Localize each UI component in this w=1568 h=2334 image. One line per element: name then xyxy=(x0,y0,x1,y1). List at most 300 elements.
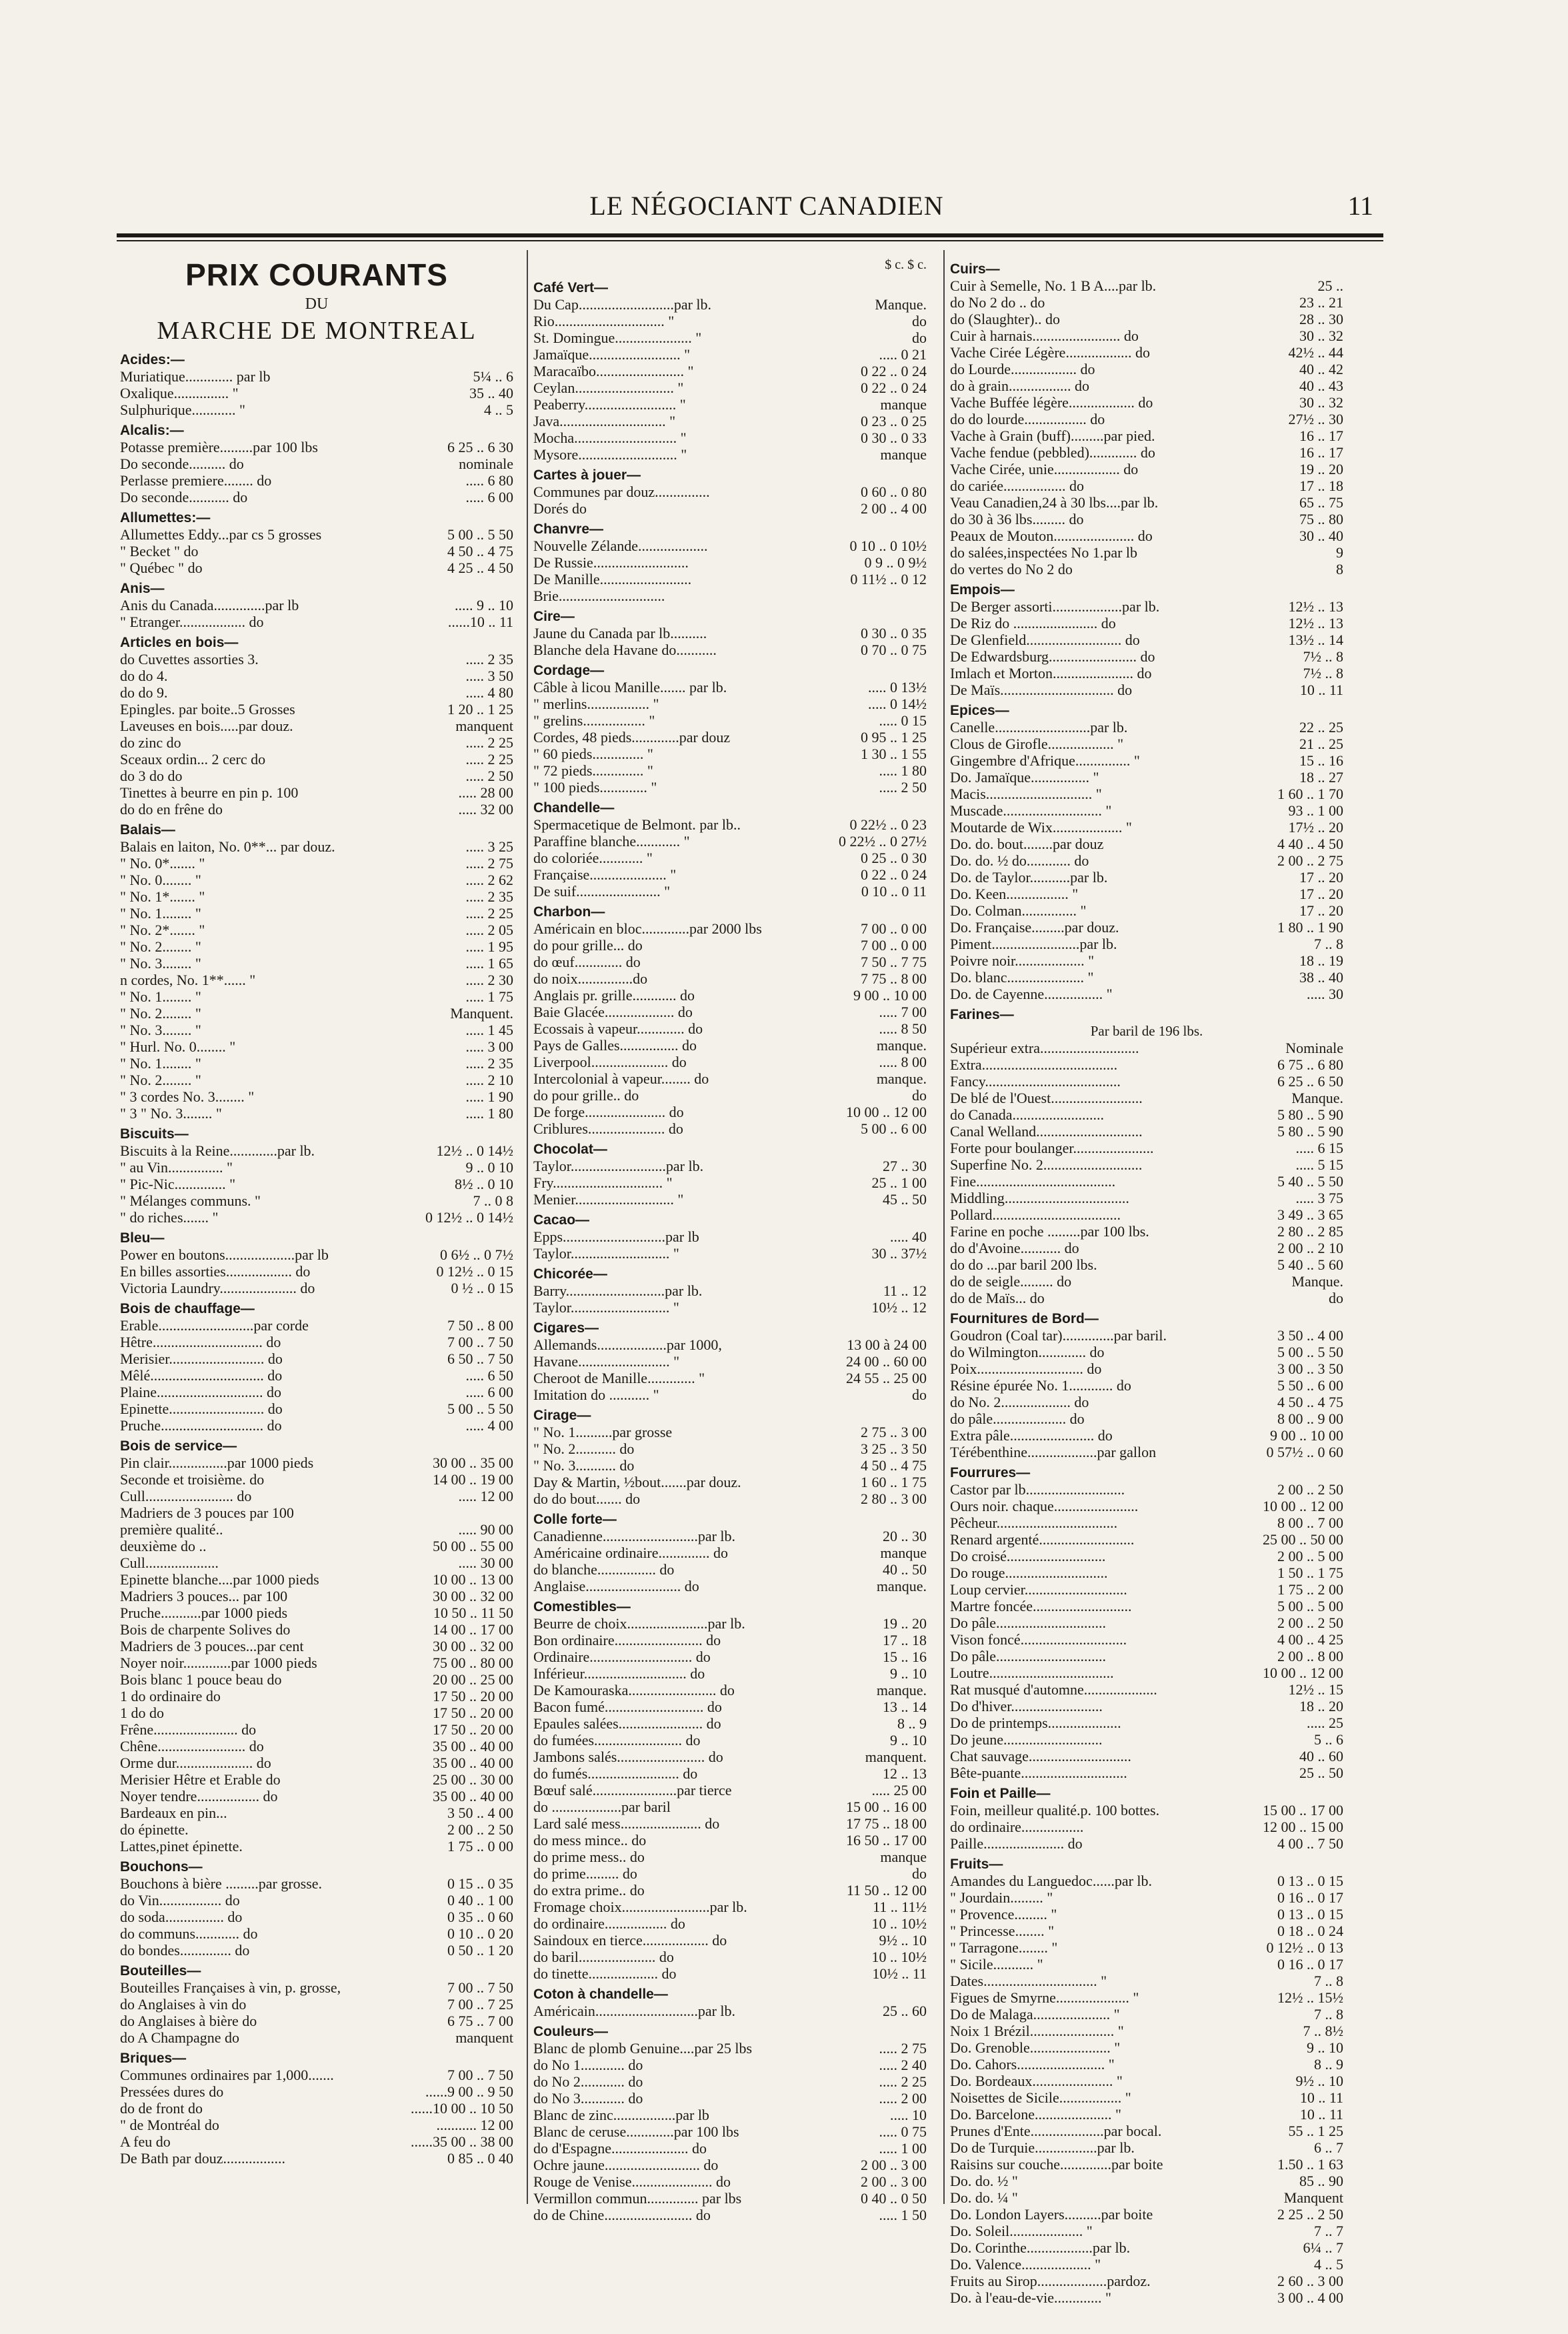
commodity-price: 12 00 .. 15 00 xyxy=(1263,1819,1343,1835)
commodity-label: do 3 do do xyxy=(120,768,183,784)
commodity-label: Blanc de zinc.................par lb xyxy=(533,2107,709,2123)
commodity-label: Allumettes Eddy...par cs 5 grosses xyxy=(120,526,322,543)
price-entry xyxy=(120,385,513,401)
section-heading: Bois de chauffage— xyxy=(120,1301,255,1316)
price-entry xyxy=(950,2123,1343,2139)
commodity-label: Bon ordinaire........................ do xyxy=(533,1632,721,1648)
commodity-price: ..... 30 xyxy=(1307,986,1343,1002)
commodity-label: do Wilmington............. do xyxy=(950,1344,1105,1360)
price-entry xyxy=(533,2207,927,2223)
commodity-label: Pruche...........par 1000 pieds xyxy=(120,1604,288,1621)
commodity-price: 9 .. 10 xyxy=(890,1732,927,1748)
commodity-label: Canelle..........................par lb. xyxy=(950,719,1128,736)
price-entry xyxy=(950,1173,1343,1190)
commodity-label: Fry.............................. " xyxy=(533,1174,673,1191)
price-entry xyxy=(950,2239,1343,2256)
commodity-price: 7 00 .. 0 00 xyxy=(861,937,927,954)
commodity-label: Bois de charpente Solives do xyxy=(120,1621,291,1638)
commodity-label: do œuf............. do xyxy=(533,954,641,970)
column-sections xyxy=(533,279,927,2223)
commodity-label: do ...................par baril xyxy=(533,1799,671,1815)
price-entry xyxy=(120,1246,513,1263)
price-entry xyxy=(533,1915,927,1932)
commodity-price: ..... 1 50 xyxy=(879,2207,927,2223)
commodity-label: St. Domingue..................... " xyxy=(533,329,702,346)
price-entry xyxy=(533,363,927,379)
price-entry xyxy=(533,1528,927,1544)
commodity-price: 4 .. 5 xyxy=(1314,2256,1343,2273)
price-entry xyxy=(120,718,513,734)
commodity-price: Manque. xyxy=(1291,1273,1343,1290)
commodity-label: do tinette................... do xyxy=(533,1965,677,1982)
commodity-label: Do. Cahors........................ " xyxy=(950,2056,1115,2073)
price-entry xyxy=(120,872,513,888)
commodity-price: 8 xyxy=(1336,561,1343,577)
price-entry xyxy=(120,2100,513,2117)
commodity-price: 28 .. 30 xyxy=(1299,311,1343,327)
price-entry xyxy=(950,2223,1343,2239)
commodity-label: 1 do do xyxy=(120,1704,164,1721)
commodity-price: ..... 12 00 xyxy=(458,1488,513,1504)
commodity-price: 0 10 .. 0 10½ xyxy=(849,537,927,554)
section-heading: Fruits— xyxy=(950,1857,1003,1872)
commodity-label: Bois blanc 1 pouce beau do xyxy=(120,1671,282,1688)
commodity-price: 6¼ .. 7 xyxy=(1303,2239,1343,2256)
price-entry xyxy=(950,1156,1343,1173)
price-entry xyxy=(533,1832,927,1849)
commodity-label: Fine...................................... xyxy=(950,1173,1116,1190)
commodity-label: Bouteilles Françaises à vin, p. grosse, xyxy=(120,1979,341,1996)
commodity-price: ..... 2 25 xyxy=(465,751,513,768)
price-entry xyxy=(950,1873,1343,1889)
commodity-price: ..... 1 90 xyxy=(465,1088,513,1105)
commodity-label: Do. blanc..................... " xyxy=(950,969,1094,986)
commodity-label: do Lourde.................. do xyxy=(950,361,1095,377)
commodity-label: Do. Grenoble...................... " xyxy=(950,2039,1121,2056)
commodity-label: Imitation do ........... " xyxy=(533,1386,659,1403)
price-entry xyxy=(950,494,1343,511)
commodity-price: ..... 2 35 xyxy=(465,888,513,905)
section-heading: Cigares— xyxy=(533,1320,599,1336)
price-entry xyxy=(950,527,1343,544)
section-heading: Comestibles— xyxy=(533,1599,631,1614)
commodity-label: Allemands...................par 1000, xyxy=(533,1336,722,1353)
price-entry xyxy=(533,1299,927,1316)
commodity-label: Cheroot de Manille............. " xyxy=(533,1370,705,1386)
price-entry xyxy=(950,2156,1343,2173)
commodity-label: Imlach et Morton...................... do xyxy=(950,665,1152,682)
commodity-price: 10 50 .. 11 50 xyxy=(433,1604,513,1621)
price-entry xyxy=(950,1564,1343,1581)
commodity-label: Do. Bordeaux...................... " xyxy=(950,2073,1123,2089)
commodity-price: 2 60 .. 3 00 xyxy=(1277,2273,1343,2289)
commodity-label: Goudron (Coal tar)..............par baril. xyxy=(950,1327,1167,1344)
commodity-price: 7 00 .. 7 50 xyxy=(447,2067,513,2083)
commodity-label: " No. 2........ " xyxy=(120,1005,201,1022)
price-entry xyxy=(533,1765,927,1782)
commodity-price: 7½ .. 8 xyxy=(1303,665,1343,682)
commodity-price: 2 00 .. 2 50 xyxy=(1277,1481,1343,1498)
commodity-label: " Pic-Nic.............. " xyxy=(120,1176,236,1192)
commodity-label: " No. 0*....... " xyxy=(120,855,205,872)
commodity-price: 1 60 .. 1 70 xyxy=(1277,786,1343,802)
price-section xyxy=(533,662,927,796)
price-entry xyxy=(533,1174,927,1191)
price-entry xyxy=(950,294,1343,311)
price-entry xyxy=(950,311,1343,327)
price-entry xyxy=(950,427,1343,444)
commodity-price: 14 00 .. 17 00 xyxy=(433,1621,513,1638)
section-heading: Balais— xyxy=(120,822,175,838)
commodity-price: manque xyxy=(880,1849,927,1865)
commodity-label: do salées,inspectées No 1.par lb xyxy=(950,544,1138,561)
commodity-label: Do. Jamaïque................ " xyxy=(950,769,1099,786)
commodity-price: 30 .. 32 xyxy=(1299,327,1343,344)
commodity-label: Fancy..................................... xyxy=(950,1073,1121,1090)
price-entry xyxy=(533,1815,927,1832)
commodity-price: 10½ .. 11 xyxy=(872,1965,927,1982)
price-entry xyxy=(533,2140,927,2157)
commodity-price: ..... 0 75 xyxy=(879,2123,927,2140)
price-entry xyxy=(950,1073,1343,1090)
price-section xyxy=(533,1511,927,1594)
commodity-label: Vache Cirée Légère.................. do xyxy=(950,344,1150,361)
section-heading: Farines— xyxy=(950,1007,1014,1022)
commodity-price: ..... 6 00 xyxy=(465,489,513,505)
price-entry xyxy=(950,719,1343,736)
price-entry xyxy=(120,559,513,576)
commodity-price: 0 12½ .. 0 15 xyxy=(436,1263,513,1280)
price-entry xyxy=(533,866,927,883)
price-entry xyxy=(533,2173,927,2190)
commodity-price: 6 .. 7 xyxy=(1314,2139,1343,2156)
commodity-price: ..... 3 50 xyxy=(465,668,513,684)
commodity-label: Epingles. par boite..5 Grosses xyxy=(120,701,295,718)
commodity-price: ..... 1 00 xyxy=(879,2140,927,2157)
price-section xyxy=(533,1141,927,1208)
price-entry xyxy=(950,2173,1343,2189)
price-entry xyxy=(120,1088,513,1105)
commodity-label: do mess mince.. do xyxy=(533,1832,647,1849)
commodity-price: ..... 1 80 xyxy=(465,1105,513,1122)
commodity-price: 19 .. 20 xyxy=(883,1615,927,1632)
price-section xyxy=(533,904,927,1137)
price-entry xyxy=(950,682,1343,698)
commodity-price: Manquent xyxy=(1283,2189,1343,2206)
section-heading: Chocolat— xyxy=(533,1142,607,1157)
commodity-label: Moutarde de Wix................... " xyxy=(950,819,1132,836)
commodity-label: Ours noir. chaque....................... xyxy=(950,1498,1139,1514)
price-entry xyxy=(120,751,513,768)
commodity-price: 30 .. 40 xyxy=(1299,527,1343,544)
price-entry xyxy=(950,1481,1343,1498)
commodity-label: " Provence......... " xyxy=(950,1906,1057,1923)
commodity-price: ..... 0 13½ xyxy=(868,679,927,696)
commodity-label: Do croisé........................... xyxy=(950,1548,1106,1564)
price-entry xyxy=(533,1020,927,1037)
commodity-label: Communes par douz............... xyxy=(533,483,710,500)
commodity-label: do extra prime.. do xyxy=(533,1882,645,1899)
commodity-price: 0 22 .. 0 24 xyxy=(861,363,927,379)
price-entry xyxy=(950,752,1343,769)
commodity-price: 4 50 .. 4 75 xyxy=(861,1457,927,1474)
commodity-price: ......10 .. 11 xyxy=(447,614,513,630)
price-entry xyxy=(533,1732,927,1748)
commodity-label: Figues de Smyrne.................... " xyxy=(950,1989,1139,2006)
price-entry xyxy=(533,537,927,554)
commodity-label: do cariée................. do xyxy=(950,477,1084,494)
commodity-label: " 3 cordes No. 3........ " xyxy=(120,1088,255,1105)
price-entry xyxy=(120,2029,513,2046)
commodity-price: 8½ .. 0 10 xyxy=(455,1176,513,1192)
commodity-label: do Cuvettes assorties 3. xyxy=(120,651,259,668)
commodity-price: manquent. xyxy=(865,1748,927,1765)
price-entry xyxy=(120,2067,513,2083)
price-entry xyxy=(120,2083,513,2100)
commodity-price: do xyxy=(912,1386,927,1403)
commodity-price: 4 00 .. 7 50 xyxy=(1277,1835,1343,1852)
commodity-price: manque. xyxy=(876,1037,927,1054)
price-entry xyxy=(533,1849,927,1865)
commodity-price: 30 .. 32 xyxy=(1299,394,1343,411)
commodity-price: ..... 90 00 xyxy=(458,1521,513,1538)
commodity-label: Communes ordinaires par 1,000....... xyxy=(120,2067,334,2083)
commodity-price: 6 25 .. 6 30 xyxy=(447,439,513,455)
price-entry xyxy=(533,1037,927,1054)
price-entry xyxy=(120,401,513,418)
commodity-price: 0 23 .. 0 25 xyxy=(861,413,927,429)
price-entry xyxy=(533,1386,927,1403)
price-entry xyxy=(950,1344,1343,1360)
commodity-price: 25 .. 1 00 xyxy=(871,1174,927,1191)
price-section xyxy=(950,1464,1343,1781)
price-section xyxy=(120,1859,513,1959)
price-entry xyxy=(950,886,1343,902)
commodity-label: Vache fendue (pebbled)............. do xyxy=(950,444,1155,461)
price-entry xyxy=(120,1996,513,2013)
section-heading: Fournitures de Bord— xyxy=(950,1311,1099,1326)
masthead xyxy=(120,257,513,346)
price-entry xyxy=(120,1400,513,1417)
commodity-price: 75 00 .. 80 00 xyxy=(433,1654,513,1671)
section-heading: Anis— xyxy=(120,581,165,596)
commodity-label: Do. do. ½ " xyxy=(950,2173,1018,2189)
commodity-label: Anglais pr. grille............ do xyxy=(533,987,695,1004)
commodity-price: ..... 3 00 xyxy=(465,1038,513,1055)
commodity-label: Epps............................par lb xyxy=(533,1228,699,1245)
commodity-price: 5 00 .. 5 50 xyxy=(447,526,513,543)
commodity-label: Mocha............................ " xyxy=(533,429,687,446)
price-entry xyxy=(950,1290,1343,1306)
price-entry xyxy=(950,1835,1343,1852)
commodity-label: Orme dur..................... do xyxy=(120,1755,271,1771)
price-entry xyxy=(120,1688,513,1704)
commodity-label: Ecossais à vapeur............. do xyxy=(533,1020,703,1037)
price-entry xyxy=(950,2256,1343,2273)
commodity-price: 2 00 .. 3 00 xyxy=(861,2157,927,2173)
price-entry xyxy=(533,1282,927,1299)
price-column-2 xyxy=(533,257,927,2223)
commodity-price: ..... 32 00 xyxy=(458,801,513,818)
price-entry xyxy=(950,1631,1343,1648)
commodity-label: Do. do. ¼ " xyxy=(950,2189,1018,2206)
price-entry xyxy=(533,779,927,796)
commodity-label: Chat sauvage............................ xyxy=(950,1748,1131,1765)
price-entry xyxy=(120,543,513,559)
section-heading: Biscuits— xyxy=(120,1126,189,1142)
price-entry xyxy=(950,1906,1343,1923)
price-entry xyxy=(950,2056,1343,2073)
commodity-price: 9 00 .. 10 00 xyxy=(1270,1427,1343,1444)
commodity-price: 0 11½ .. 0 12 xyxy=(850,571,927,588)
commodity-label: Bacon fumé........................... do xyxy=(533,1698,722,1715)
commodity-label: do de Chine........................ do xyxy=(533,2207,711,2223)
commodity-label: Barry...........................par lb. xyxy=(533,1282,703,1299)
commodity-label: Vache à Grain (buff).........par pied. xyxy=(950,427,1155,444)
commodity-label: Do de Turquie.................par lb. xyxy=(950,2139,1135,2156)
commodity-price: ..... 6 15 xyxy=(1295,1140,1343,1156)
commodity-price: 1 75 .. 0 00 xyxy=(447,1838,513,1855)
commodity-label: Do pâle.............................. xyxy=(950,1648,1107,1664)
price-entry xyxy=(120,1925,513,1942)
commodity-label: Do pâle.............................. xyxy=(950,1614,1107,1631)
price-entry xyxy=(950,1819,1343,1835)
commodity-price: 0 95 .. 1 25 xyxy=(861,729,927,746)
commodity-label: De forge...................... do xyxy=(533,1104,684,1120)
price-entry xyxy=(120,1005,513,1022)
price-entry xyxy=(950,561,1343,577)
price-entry xyxy=(120,1588,513,1604)
commodity-price: ..... 2 50 xyxy=(879,779,927,796)
commodity-label: Américain............................par lb. xyxy=(533,2003,736,2019)
commodity-price: ..... 6 50 xyxy=(465,1367,513,1384)
commodity-price: 0 9 .. 0 9½ xyxy=(864,554,927,571)
price-column-1 xyxy=(120,257,513,2197)
commodity-price: ..... 2 35 xyxy=(465,1055,513,1072)
commodity-label: Do. à l'eau-de-vie............. " xyxy=(950,2289,1112,2306)
commodity-price: ..... 8 00 xyxy=(879,1054,927,1070)
price-entry xyxy=(120,2133,513,2150)
commodity-label: Do. Barcelone..................... " xyxy=(950,2106,1122,2123)
commodity-price: 20 00 .. 25 00 xyxy=(433,1671,513,1688)
price-entry xyxy=(950,786,1343,802)
commodity-price: 10 00 .. 12 00 xyxy=(1263,1498,1343,1514)
section-note: Par baril de 196 lbs. xyxy=(1090,1023,1203,1039)
commodity-label: Castor par lb........................... xyxy=(950,1481,1125,1498)
section-heading: Chandelle— xyxy=(533,800,615,816)
price-entry xyxy=(120,1072,513,1088)
commodity-price: 2 00 .. 2 10 xyxy=(1277,1240,1343,1256)
commodity-price: 17 .. 20 xyxy=(1299,886,1343,902)
price-entry xyxy=(533,346,927,363)
price-section xyxy=(950,581,1343,698)
commodity-label: Madriers 3 pouces... par 100 xyxy=(120,1588,288,1604)
commodity-label: Résine épurée No. 1............ do xyxy=(950,1377,1131,1394)
commodity-label: Do. do. bout........par douz xyxy=(950,836,1104,852)
commodity-price: ..... 30 00 xyxy=(458,1554,513,1571)
commodity-label: Intercolonial à vapeur........ do xyxy=(533,1070,709,1087)
commodity-price: ..... 2 10 xyxy=(465,1072,513,1088)
commodity-price: 17 50 .. 20 00 xyxy=(433,1704,513,1721)
commodity-label: Dates............................... " xyxy=(950,1973,1107,1989)
price-entry xyxy=(950,2273,1343,2289)
price-entry xyxy=(533,1120,927,1137)
commodity-price: 38 .. 40 xyxy=(1299,969,1343,986)
commodity-price: 6 25 .. 6 50 xyxy=(1277,1073,1343,1090)
commodity-price: ..... 25 00 xyxy=(871,1782,927,1799)
price-entry xyxy=(120,668,513,684)
commodity-price: 0 10 .. 0 11 xyxy=(861,883,927,900)
price-entry xyxy=(533,625,927,642)
commodity-label: do A Champagne do xyxy=(120,2029,240,2046)
commodity-label: do bondes.............. do xyxy=(120,1942,250,1959)
commodity-label: Day & Martin, ½bout.......par douz. xyxy=(533,1474,741,1490)
commodity-label: De Glenfield.......................... do xyxy=(950,632,1140,648)
commodity-price: 17 50 .. 20 00 xyxy=(433,1721,513,1738)
commodity-label: " Tarragone........ " xyxy=(950,1939,1058,1956)
commodity-label: Clous de Girofle.................. " xyxy=(950,736,1124,752)
commodity-label: Veau Canadien,24 à 30 lbs....par lb. xyxy=(950,494,1159,511)
price-entry xyxy=(120,1334,513,1350)
price-entry xyxy=(950,1581,1343,1598)
section-heading: Alcalis:— xyxy=(120,423,184,438)
commodity-price: ..... 0 21 xyxy=(879,346,927,363)
price-entry xyxy=(533,1899,927,1915)
commodity-label: do Anglaises à bière do xyxy=(120,2013,257,2029)
commodity-label: Térébenthine...................par gallon xyxy=(950,1444,1157,1460)
commodity-label: do fumées........................ do xyxy=(533,1732,701,1748)
price-entry xyxy=(533,1632,927,1648)
commodity-price: 2 00 .. 2 75 xyxy=(1277,852,1343,869)
price-entry xyxy=(950,1681,1343,1698)
price-entry xyxy=(533,446,927,463)
commodity-label: Jambons salés........................ do xyxy=(533,1748,723,1765)
column-sections xyxy=(120,351,513,2167)
commodity-price: ..... 1 75 xyxy=(465,988,513,1005)
commodity-price: 1 60 .. 1 75 xyxy=(861,1474,927,1490)
commodity-price: do xyxy=(912,1087,927,1104)
commodity-price: ..... 1 95 xyxy=(465,938,513,955)
price-entry xyxy=(950,819,1343,836)
price-entry xyxy=(120,1159,513,1176)
price-entry xyxy=(950,969,1343,986)
commodity-label: Do. de Cayenne................ " xyxy=(950,986,1113,1002)
commodity-price: 17 .. 18 xyxy=(883,1632,927,1648)
commodity-price: 7 00 .. 7 50 xyxy=(447,1334,513,1350)
commodity-price: 0 22 .. 0 24 xyxy=(861,866,927,883)
price-entry xyxy=(950,836,1343,852)
price-entry xyxy=(950,1123,1343,1140)
price-entry xyxy=(950,632,1343,648)
commodity-price: 35 .. 40 xyxy=(469,385,513,401)
price-entry xyxy=(533,1070,927,1087)
commodity-price: 5 80 .. 5 90 xyxy=(1277,1123,1343,1140)
price-section xyxy=(533,521,927,604)
commodity-label: do No 3............ do xyxy=(533,2090,643,2107)
commodity-label: do à grain................. do xyxy=(950,377,1089,394)
commodity-label: do pour grille.. do xyxy=(533,1087,639,1104)
commodity-label: Potasse première.........par 100 lbs xyxy=(120,439,318,455)
commodity-price: 9 .. 10 xyxy=(1307,2039,1343,2056)
commodity-price: 25 .. 50 xyxy=(1299,1765,1343,1781)
commodity-price: 4 40 .. 4 50 xyxy=(1277,836,1343,852)
price-entry xyxy=(533,1561,927,1578)
price-entry xyxy=(120,1192,513,1209)
price-entry xyxy=(950,736,1343,752)
commodity-price: ..... 9 .. 10 xyxy=(455,597,513,614)
commodity-label: Do. do. ½ do............ do xyxy=(950,852,1089,869)
commodity-label: De suif....................... " xyxy=(533,883,671,900)
